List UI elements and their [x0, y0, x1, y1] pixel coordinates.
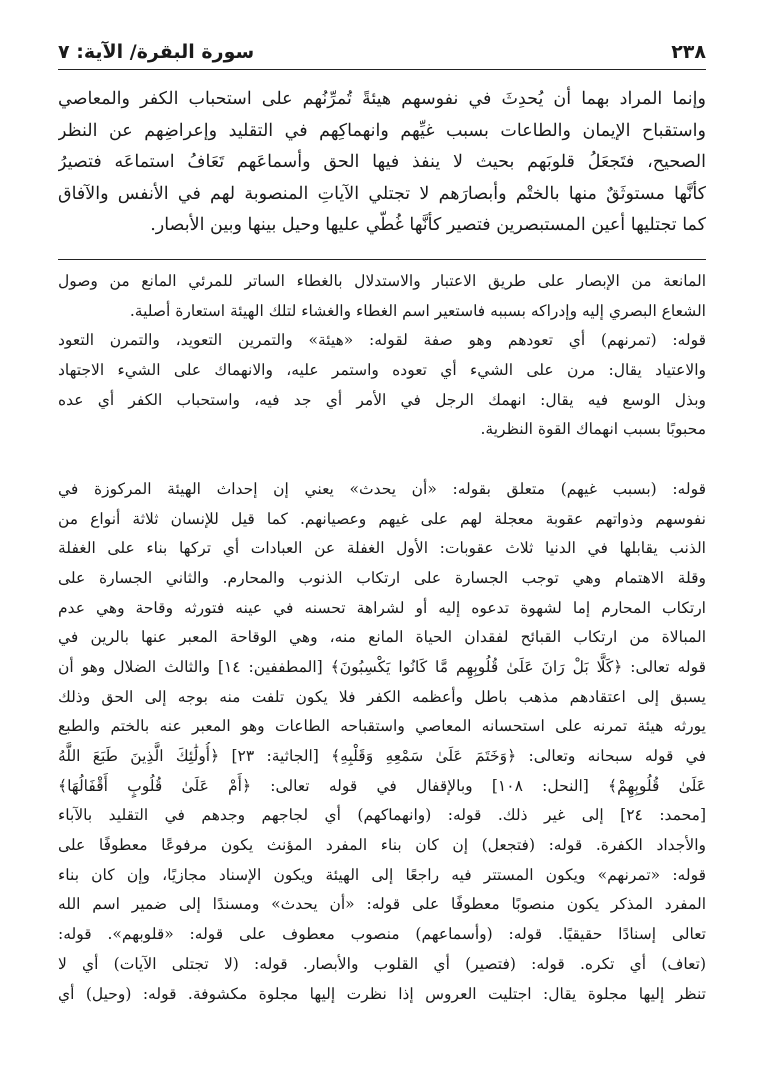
- commentary-line: [محمد: ٢٤] إلى غير ذلك. قوله: (وانهماكهم) أي لجاجهم وجدهم في التقليد بالآباء: [58, 806, 706, 825]
- main-text-line: كما تجتليها أعين المستبصرين فتصير كأنَّها غُطّي عليها وحيل بينها وبين الأبصار.: [150, 215, 706, 235]
- commentary-line: عَلَىٰ قُلُوبِهِمْ﴾ [النحل: ١٠٨] وبالإقفال في قوله تعالى: ﴿أَمْ عَلَىٰ قُلُوبٍ أَقْفَالُهَا﴾: [58, 776, 706, 795]
- commentary-line: نفوسهم وذواتهم عقوبة معجلة لهم على غيهم وعصيانهم. كما قيل للإنسان ثلاثة أنواع من: [58, 509, 706, 528]
- main-text-line: واستقباح الإيمان والطاعات بسبب غيِّهم وانهماكِهم في التقليد وإعراضِهم عن النظر: [58, 120, 706, 141]
- header-rule: [58, 69, 706, 70]
- commentary-line: والأجداد الكفرة. قوله: (فتجعل) إن كان بناء المفرد المؤنث يكون مرفوعًا معطوفًا على: [58, 836, 706, 855]
- commentary-line: يسبق إلى اعتقادهم مذهب باطل وأعظمه الكفر فلا يكون تلفت منه بوجه إلى الحق وذلك: [58, 687, 706, 706]
- commentary-line: قوله: (تمرنهم) أي تعودهم وهو صفة لقوله: «هيئة» والتمرين التعويد، والتمرن التعود: [58, 331, 706, 350]
- commentary-line: المفرد المذكر يكون منصوبًا معطوفًا على قوله: «أن يحدث» ومسندًا إلى ضمير اسم الله: [58, 895, 706, 914]
- commentary-line: قوله: (بسبب غيهم) متعلق بقوله: «أن يحدث» يعني إن إحداث الهيئة المركوزة في: [58, 479, 706, 498]
- separator-rule: [58, 259, 706, 260]
- running-header: [58, 38, 706, 66]
- commentary-line: الشعاع البصري إليه وإدراكه بسببه فاستعير اسم الغطاء والغشاء لتلك الهيئة استعارة أصلية.: [129, 301, 706, 320]
- commentary-line: وبذل الوسع فيه يقال: انهمك الرجل في الأمر أي جد فيه، واستحباب الكفر أي عده: [58, 390, 706, 409]
- main-text-line: الصحيح، فتَجعَلُ قلوبَهم بحيث لا ينفذ فيها الحق وأسماعَهم تَعَافُ استماعَه فتصيرُ: [58, 152, 706, 172]
- commentary-line: والاعتياد يقال: مرن على الشيء أي تعوده واستمر عليه، والانهماك على الشيء الاجتهاد: [58, 361, 706, 380]
- commentary-line: وقلة الاهتمام وهي توجب الجسارة على ارتكاب الذنوب والمحارم. والثاني الجسارة على: [58, 568, 706, 587]
- commentary-line: ارتكاب المحارم إما لشهوة تدعوه إليه أو لشراهة تحسنه في عينه فتورثه وقاحة وهي عدم: [58, 598, 706, 617]
- main-text-line: كأنَّها مستوثَقٌ منها بالختْم وأبصارَهم لا تجتلي الآياتِ المنصوبة لهم في الأنفس والآفاق: [58, 183, 706, 204]
- commentary-line: (تعاف) أي تكره. قوله: (فتصير) أي القلوب والأبصار. قوله: (لا تجتلى الآيات) أي لا: [58, 954, 706, 973]
- main-text-line: وإنما المراد بهما أن يُحدِثَ في نفوسهم هيئةً تُمرِّنُهم على استحباب الكفر والمعاصي: [58, 89, 706, 109]
- surah-verse-label: سورة البقرة/ الآية: ٧: [58, 41, 255, 63]
- commentary: [58, 267, 706, 1009]
- commentary-line: في قوله سبحانه وتعالى: ﴿وَخَتَمَ عَلَىٰ سَمْعِهِ وَقَلْبِهِ﴾ [الجاثية: ٢٣] ﴿أُولَٰئِكَ الَّذِينَ طَبَعَ اللَّهُ: [58, 747, 706, 765]
- commentary-line: محبوبًا بسبب انهماك القوة النظرية.: [480, 420, 706, 439]
- commentary-line: قوله: «تمرنهم» ويكون المستتر فيه راجعًا إلى الهيئة ويكون الإسناد مجازيًا، وإن كان بناء: [58, 865, 706, 884]
- commentary-line: الذنب يقابلها في الدنيا ثلاث عقوبات: الأول الغفلة عن العبادات أي تركها بناء على الغفلة: [58, 539, 706, 558]
- commentary-line: يورثه هيئة تمرنه على استحسانه المعاصي واستقباحه الطاعات وهو المعبر عنه بالختم والطبع: [58, 717, 706, 736]
- commentary-line: تعالى إسنادًا حقيقيًا. قوله: (وأسماعهم) منصوب معطوف على قوله: «قلوبهم». قوله:: [58, 925, 706, 944]
- commentary-line: المانعة من الإبصار على طريق الاعتبار والاستدلال بالغطاء الساتر للمرئي المانع من وصول: [58, 272, 706, 290]
- commentary-line: تنظر إليها مجلوة يقال: اجتليت العروس إذا نظرت إليها مجلوة مكشوفة. قوله: (وحيل) أي: [58, 984, 706, 1003]
- main-text: [58, 84, 706, 242]
- page-number: ٢٣٨: [671, 41, 706, 63]
- commentary-line: قوله تعالى: ﴿كَلَّا بَلْ رَانَ عَلَىٰ قُلُوبِهِم مَّا كَانُوا يَكْسِبُونَ﴾ [المطففين: ١٤] والثالث الضلال وهو أن: [58, 657, 706, 676]
- commentary-line: المبالاة من ارتكاب القبائح لفقدان الحياة المانع منه، وهي الوقاحة المعبر عنها بالرين في: [58, 628, 706, 647]
- commentary-line: [58, 445, 706, 475]
